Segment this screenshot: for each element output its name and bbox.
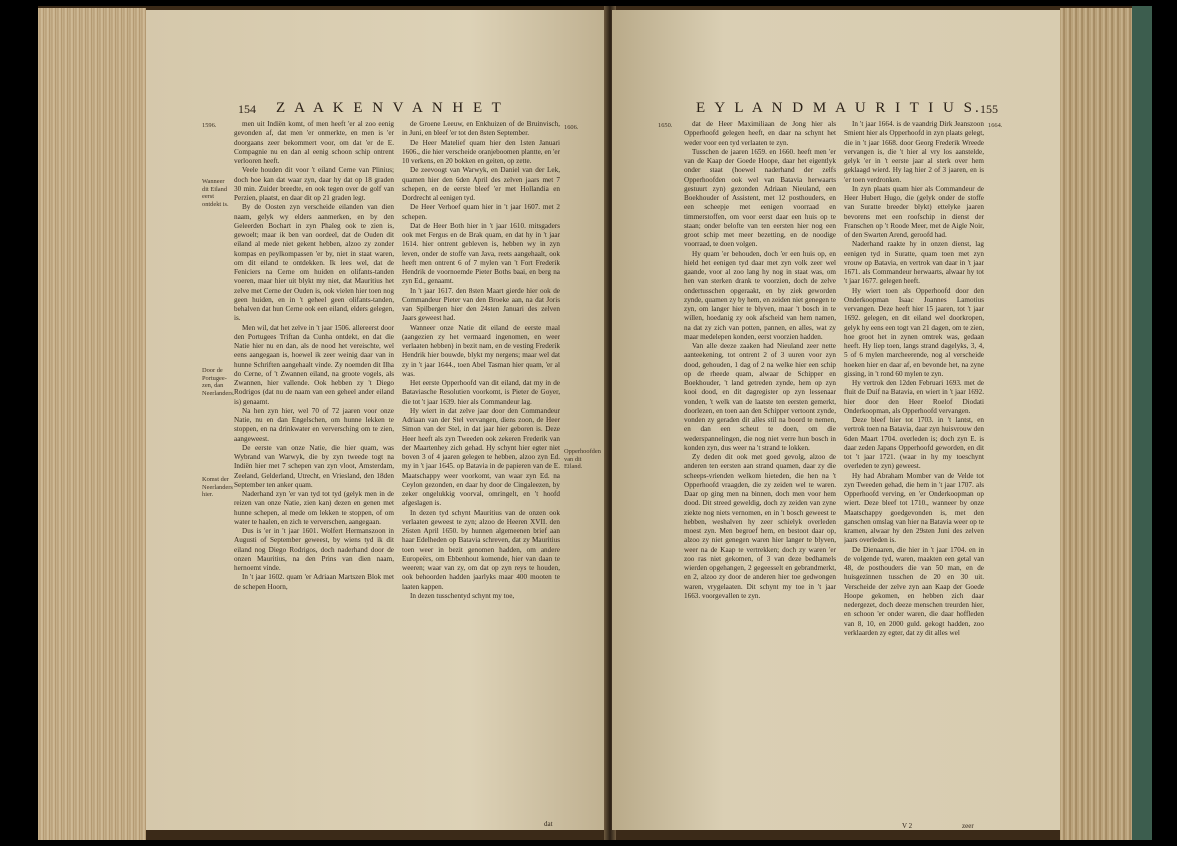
signature-mark: V 2 xyxy=(902,822,913,830)
paragraph: men uit Indiën komt, of men heeft 'er al zoo eenig gevonden af, dat men 'er onmerkte, en men is 'er doorgaans zeer bekommert voor, om dat 'er de E. Compagnie nu en dan al eenig schoon schip ontrent verlooren heeft. xyxy=(234,120,394,165)
paragraph: In 't jaar 1617. den 8sten Maart gierde hier ook de Commandeur Pieter van den Broeke aan, na dat Joris van Spilbergen hier den 24sten Januari des zelven Jaars geweest had. xyxy=(402,286,560,323)
paragraph: Dat de Heer Both hier in 't jaar 1610. mitsgaders ook met Fergus en de Brak quam, en dat hy in 't jaar 1614. hier ontrent gebleven is, hebben wy in zyn leven, onder de stoffe van Java, reets aangehaalt, ook heeft men ontrent 6 of 7 mylen van 't Fort Frederik Hendrik de voornoemde Pieter Boths baai, en berg na zyn Ed., genaamt. xyxy=(402,221,560,286)
paragraph: Hy had Abraham Momber van de Velde tot zyn Tweeden gehad, die hem in 't jaar 1707. als Opperhoofd verving, en 'er Onderkoopman op wiert. Deze bleef tot 1710., wanneer by onze Maatschappy goedgevonden is, met den ganschen omslag van hier na Batavia weer op te kramen, alwaar hy den 29sten Juni des zelven jaars overleden is. xyxy=(844,471,984,545)
left-year-margin: 1596. xyxy=(202,122,217,129)
paragraph: In 't jaar 1602. quam 'er Adriaan Martszen Blok met de schepen Hoorn, xyxy=(234,573,394,591)
paragraph: Na hen zyn hier, wel 70 of 72 jaaren voor onze Natie, nu en dan Engelschen, om hunne lekken te stoppen, en na drinkwater en verversching om te zien, aangeweest. xyxy=(234,406,394,443)
paragraph: Hy quam 'er behouden, doch 'er een huis op, en hield het eenigen tyd daar met zyn volk zeer wel gaande, voor al zoo lang hy nog in staat was, om hen van sterken drank te voorzien, doch de zelve ondertusschen opgeraakt, en by ziek geworden zynde, quamen zy by hem, en zeiden niet genegen te zyn, om langer hier te blyven, maar 't bosch in te willen, hoedanig zy ook afscheid van hem namen, na dat zy zich van potten, pannen, en alles, wat zy maar medelepen konden, eerst voorzien hadden. xyxy=(684,249,836,341)
left-page-number: 154 xyxy=(238,102,256,116)
margin-note-2: Door de Portugee-zen, dan Neerlanders. xyxy=(202,367,235,397)
paragraph: Tusschen de jaaren 1659. en 1660. heeft men 'er van de Kaap der Goede Hoope, daar het eigentlyk onder staat (hoewel naderhand der zelfs Opperhoofden ook wel van Batavia herwaarts gestuurt zyn) gezonden Adriaan Nieuland, een Boekhouder of Assistent, met 12 posthouders, en een scheepje met eenigen voorraad en timmerstoffen, om voor eerst daar een huis op te staan; onder belofte van ten eersten hier nog een groot schip met meer bezetting, en de noodige voorraad, te doen volgen. xyxy=(684,147,836,249)
paragraph: In dezen tyd schynt Mauritius van de onzen ook verlaaten geweest te zyn; alzoo de Heeren XVII. den 26sten April 1650. by hunnen algemeenen brief aan haar Edelheden op Batavia schreven, dat zy Mauritius toen weer in bezit genomen hadden, om andere Europeërs, om Ebbenhout komende, hier van daan te weeren; waar van zy, om dat op zyn reys te houden, ook behoorden hadden jaarlyks maar 400 mooten te laaten kappen. xyxy=(402,508,560,591)
paragraph: Naderhand raakte hy in onzen dienst, lag eenigen tyd in Suratte, quam toen met zyn vrouw op Batavia, en vertrok van daar in 't jaar 1671. als Commandeur herwaarts, alwaar hy tot 't jaar 1677. gelegen heeft. xyxy=(844,240,984,286)
paragraph: Zy deden dit ook met goed gevolg, alzoo de anderen ten eersten aan strand quamen, daar zy die scheeps-vrienden welkom hieteden, die hen na 't Opperhoofd vraagden, die zy zeiden wel te waren. Daar op ging men na binnen, doch men voor hem dood. Dit streed geweldig, doch zy zeiden van zyne ziekte nog niets vernomen, en in 't bosch geweest te hebben, weshalven hy zeer schielyk overleden moest zyn. Men begroef hem, en bestoot daar op, alzoo zy niet genegen waren hier langer te blyven, weer na de Kaap te vertrekken; doch zy waren 'er zoo ras niet gekomen, of 3 van deze bedhamels wierden opgehangen, 2 gegeesselt en gebrandmerkt, en 2, alzoo zy door de anderen hier toe gedwongen waren, vrygelaaten. Dit schynt my toe in 't jaar 1663. voorgevallen te zyn. xyxy=(684,453,836,600)
paragraph: De eerste van onze Natie, die hier quam, was Wybrand van Warwyk, die by zyn tweede togt na Indiën hier met 7 schepen van zyn vloot, Amsterdam, Zeeland, Gelderland, Utrecht, en Vriesland, den 18den September ten anker quam. xyxy=(234,443,394,489)
left-running-head: Z A A K E N V A N H E T xyxy=(276,100,504,116)
paragraph: Hy vertrok den 12den Februari 1693. met de fluit de Duif na Batavia, en wiert in 't jaar 1692. hier door den Heer Roelof Diodati Onderkoopman, als Opperhoofd vervangen. xyxy=(844,379,984,415)
right-page xyxy=(612,10,1060,830)
paragraph: De Heer Verhoef quam hier in 't jaar 1607. met 2 schepen. xyxy=(402,203,560,221)
paragraph: Veele houden dit voor 't eiland Cerne van Plinius; doch hoe kan dat waar zyn, daar hy dat op 18 graden 30 min. Zuider breedte, en ook tegen over de golf van Perzien, plaatst, en daar dit op 21 graden legt. xyxy=(234,166,394,202)
paragraph: Wanneer onze Natie dit eiland de eerste maal (aangezien zy het vermaard ingenomen, en weer verlaaten hebben) in bezit nam, en de vesting Frederik Hendrik hier bouwde, blykt my nergens; maar wel dat zy in 't jaar 1644., toen Abel Tasman hier quam, 'er al was. xyxy=(402,323,560,378)
right-catchword: zeer xyxy=(962,822,974,830)
paragraph: dat de Heer Maximiliaan de Jong hier als Opperhoofd gelegen heeft, en daar na schynt het weder voor een tyd verlaaten te zyn. xyxy=(684,120,836,147)
left-page xyxy=(146,10,608,830)
paragraph: Deze bleef hier tot 1703. in 't lantst, en vertrok toen na Batavia, daar zyn huisvrouw den 6den Maart 1704. overleden is; doch zyn E. is daar zeden Japans Opperhoofd geworden, en dit tot 't jaar 1721. (waar in hy my toeschynt overleden te zyn) geweest. xyxy=(844,416,984,471)
paragraph: Van alle deeze zaaken had Nieuland zeer nette aanteekening, tot ontrent 2 of 3 uuren voor zyn dood, gehouden, 1 dag of 2 na welke hier een schip op de rheede quam, alwaar de Schipper en Boekhouder, 't land getreden zynde, hem op zyn kooi dood, en dit dagregister op zyn lessenaar vonden, 't welk van de laatste ten eersten gemerkt, doorlezen, en toen aan den Schipper vertoont zynde, vonden zy geraden dit alles stil na boord te nemen, en dan een scheut te doen, om die wederspannelingen, die nog niet verre hun bosch in konden zyn, dus weer na 't strand te lokken. xyxy=(684,342,836,452)
paragraph: De Dienaaren, die hier in 't jaar 1704. en in de volgende tyd, waren, maakten een getal van 48, de posthouders die van 50 man, en de huisgezinnen tusschen de 20 en 30 uit. Verscheide der zelve zyn aan Kaap der Goede Hoope gekomen, en hebben zich daar nedergezet, doch deeze menschen treurden hier, en schoon 'er onder waren, die daar hoffleden van 8, 10, en 2000 guld. gekogt hadden, zoo verklaarden zy egter, dat zy dit alles wel xyxy=(844,545,984,637)
margin-note-1: Wanneer dit Eiland eerst ontdekt is. xyxy=(202,178,229,208)
right-running-head: E Y L A N D M A U R I T I U S. xyxy=(696,100,982,116)
margin-note-3: Komst der Neerlanders hier. xyxy=(202,476,233,498)
paragraph: Naderhand zyn 'er van tyd tot tyd (gelyk men in de reizen van onze Natie, zien kan) dezen en genen met hunne schepen, al mede om lekken te stoppen, of om water te haalen, en zich te ververschen, aangegaan. xyxy=(234,490,394,526)
paragraph: In dezen tusschentyd schynt my toe, xyxy=(410,591,515,600)
paragraph: By de Oosten zyn verscheide eilanden van dien naam, gelyk wy elders aanmerken, en by den Geleerden Bochart in zyn Phaleg ook te zien is, gewoelt; maar ik ben van oordeel, dat de Ouden dit eiland al mede niet gekent hebben, alzoo zy zonder kompas en peylkompassen 'er by, niet in staat waren, om dit eiland te ontdekken. Ik lees wel, dat de Feniciers na Cerne om huiden en olifants-tanden voeren, maar hier uit blykt my niet, dat Mauritius het zelve met Cerne der Ouden is, ook vielen hier toen nog geen huiden, en in 't geheel geen olifants-tanden, behalven dat hun Cerne ook een eiland, elders gelegen, is. xyxy=(234,203,394,323)
paragraph: De Heer Matelief quam hier den 1sten Januari 1606., die hier verscheide oranjeboomen plantte, en 'er 10 verkens, en 20 bokken en geiten, op zette. xyxy=(402,138,560,165)
page-edges-left xyxy=(38,8,146,840)
right-margin-year: 1606. xyxy=(564,124,579,131)
left-catchword: dat xyxy=(544,820,553,828)
paragraph: Hy wiert toen als Opperhoofd door den Onderkoopman Isaac Joannes Lamotius vervangen. Deze heeft hier 15 jaaren, tot 't jaar 1692. gelegen, en dit eiland wel doorkropen, gelyk hy eens een togt van 21 dagen, om te zien, hoe groot het in zynen omtrek was, gedaan heeft. Hy liep toen, langs strand dagelyks, 3, 4, 5 of 6 mylen marcheerende, nog al verscheide hoeken hier en daar af, en bevonde het, na zyne gissing, in 't rond 60 mylen te zyn. xyxy=(844,286,984,378)
left-column-2 xyxy=(402,120,560,820)
paragraph: De zeevoogt van Warwyk, en Daniel van der Lek, quamen hier den 6den April des zelven jaars met 7 schepen, en de eerste bleef 'er met Hollandia en Dordrecht al eenigen tyd. xyxy=(402,166,560,202)
right-page-right-year: 1664. xyxy=(988,122,1003,129)
right-column-2 xyxy=(844,120,984,820)
right-page-left-year: 1650. xyxy=(658,122,673,129)
paragraph: Men wil, dat het zelve in 't jaar 1506. allereerst door den Portugees Triftan da Cunha ontdekt, en dat die Natie hier nu en dan, als de nood het vereischte, wel eens aangegaan is, hoewel ik zeer weinig daar van in hunne Schriften aangehaalt vinde. Zy noemden dit Ilha do Cerne, of 't Zwannen eiland, na groote vogels, als Zwannen, hier vallende. Ook hebben zy 't Diego Rodrigos (dat nu de naam van een geheel ander eiland is) genaamt. xyxy=(234,323,394,406)
left-column-1 xyxy=(234,120,394,810)
paragraph: Dus is 'er in 't jaar 1601. Wolfert Hermanszoon in Augusti of September geweest, by wiens tyd ik dit eiland nog Diego Rodrigos, doch naderhand door de onzen Mauritius, na den Prins van dien naam, hernoemt vinde. xyxy=(234,527,394,572)
paragraph: In zyn plaats quam hier als Commandeur de Heer Hubert Hugo, die (gelyk onder de stoffe van Suratte breeder blykt) ettelyke jaaren bevorens met een roofschip in dienst der Franschen op 't Roode Meer, met de Aigle Noir, of den Swarten Arend, geroofd had. xyxy=(844,184,984,239)
paragraph: In 't jaar 1664. is de vaandrig Dirk Jeanszoon Smient hier als Opperhoofd in zyn plaats gelegt, die in 't jaar 1668. door Georg Frederik Wreede vervangen is, die 't hier al vry los aanstelde, gelyk 'er in 't eerste jaar al sterk over hem geklaagd wierd. Hy lag hier 2 of 3 jaaren, en is 'er toen verdronken. xyxy=(844,120,984,184)
right-column-1 xyxy=(684,120,836,820)
right-page-number: 155 xyxy=(980,102,998,116)
paragraph: de Groene Leeuw, en Enkhuizen of de Bruinvisch, in Juni, en bleef 'er tot den 8sten September. xyxy=(402,120,560,138)
book-cover-right xyxy=(1132,6,1152,840)
paragraph: Het eerste Opperhoofd van dit eiland, dat my in de Bataviasche Resolutien voorkomt, is Pieter de Goyer, die tot 't jaar 1639. hier als Commandeur lag. xyxy=(402,379,560,406)
paragraph: Hy wiert in dat zelve jaar door den Commandeur Adriaan van der Stel vervangen, diens zoon, de Heer Simon van der Stel, in dat jaar hier geboren is. Deze Heer heeft als zyn Tweeden ook zekeren Frederik van der Maartenhey zich gehad. Hy schynt hier egter niet boven 3 of 4 jaaren gelegen te hebben, alzoo zyn Ed. my in 't jaar 1645. op Batavia in de papieren van de E. Maatschappy weer voorkomt, van waar zyn Ed. na Ceylon gezonden, en daar hy door de Cingaleezen, by zeker ongelukkig voorval, omringelt, en 't hoofd afgeslagen is. xyxy=(402,406,560,508)
right-margin-note: Opperhoofden van dit Eiland. xyxy=(564,448,601,470)
